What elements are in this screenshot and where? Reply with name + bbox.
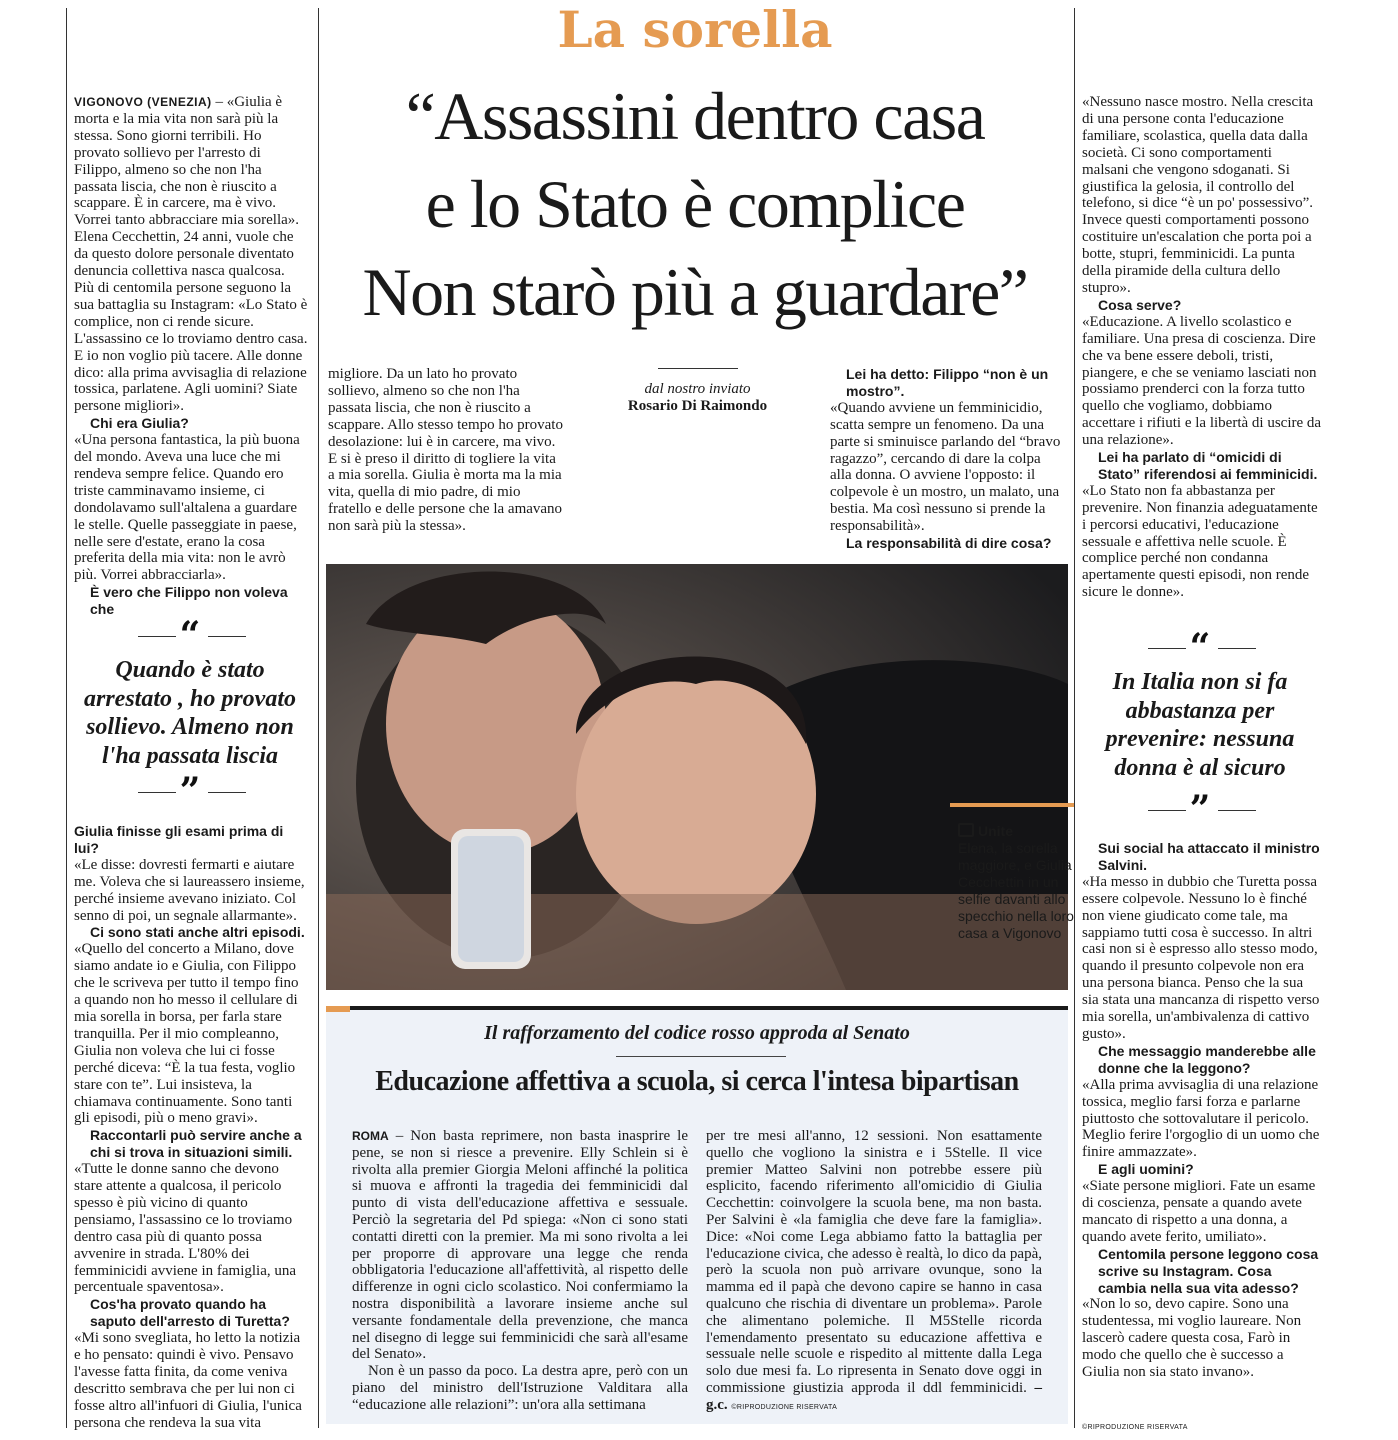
box-dateline: ROMA [352,1129,389,1143]
question: Cosa serve? [1098,296,1182,313]
pullquote-text: In Italia non si fa abbastanza per prevenire: nessuna donna è al sicuro [1105,669,1295,781]
quote-rule [1148,648,1186,649]
left-column-lower [74,823,308,1432]
column-rule-center-right [1074,8,1075,1428]
answer: «Nessuno nasce mostro. Nella crescita di una persone conta l'educazione familiare, scolastica, quella data dalla società. Ci sono comportamenti malsani che vengono sdoganati. Si giustifica la gelosia, il controllo del telefono, si dice “è un po' possessivo”. Invece questi comportamenti possono costituire un'escalation che porta poi a botte, stupri, femminicidi. La punta della piramide della cultura dello stupro». [1082,94,1314,296]
box-kicker: Il rafforzamento del codice rosso approda al Senato [484,1022,910,1044]
left-column [74,94,308,618]
question: Cos'ha provato quando ha saputo dell'arresto di Turetta? [90,1296,290,1330]
column-rule-left-center [318,8,319,1428]
box-accent [326,1006,350,1012]
answer: «Quando avviene un femminicidio, scatta sempre un fenomeno. Da una parte si sminuisce parlando del “bravo ragazzo”, cercando di dare la colpa alla donna. O avviene l'opposto: il colpevole è un mostro, un malato, una bestia. Ma così nessuno si prende la responsabilità». [830,399,1061,535]
box-column-1: ROMA – Non basta reprimere, non basta inasprire le pene, se non si riesce a prevenire. Elly Schlein si è rivolta alla premier Giorgia Meloni affinché la politica si muova e affronti la tragedia dei femminicidi dal punto di vista dell'educazione affettiva e sessuale. Perciò la segretaria del Pd spiega: «Non ci sono stati contatti diretti con la premier. Ma mi sono rivolta a lei per proporre di approvare una legge che renda obbligatoria l'educazione all'affettività, al rispetto delle differenze in ogni ciclo scolastico. Noi confermiamo la nostra disponibilità a lavorare insieme anche sul versante fondamentale della prevenzione, che manca nel disegno di legge sui femminicidi che sarà all'esame del Senato». Non è un passo da poco. La destra apre, però con un piano del ministro dell'Istruzione Valditara alla “educazione alle relazioni”: un'ora alla settimana [352,1128,688,1413]
center-column-1: migliore. Da un lato ho provato sollievo, almeno so che non l'ha passata liscia, che non è riuscito a scappare. Allo stesso tempo ho provato desolazione: lui è in carcere, ma vivo. E si è preso il diritto di togliere la vita a mia sorella. Giulia è morta ma la mia vita, quella di mio padre, di mio fratello e delle persone che la amavano non sarà più la stessa». [328,366,563,535]
question: Lei ha parlato di “omicidi di Stato” riferendosi ai femminicidi. [1098,449,1318,482]
camera-icon [958,823,974,837]
headline-line-1: “Assassini dentro casa [405,78,985,154]
article-headline [320,72,1070,336]
box-title: Educazione affettiva a scuola, si cerca l'intesa bipartisan [375,1066,1019,1097]
answer: «Tutte le donne sanno che devono stare attente a qualcosa, il pericolo spesso è più vicino di quanto pensiamo, l'assassino ce lo troviamo dentro casa più di quanto possa avvenire in strada. L'80% dei femminicidi avviene in famiglia, una percentuale spaventosa». [74,1161,297,1296]
question: Raccontarli può servire anche a chi si trova in situazioni simili. [90,1127,302,1161]
question: Lei ha detto: Filippo “non è un mostro”. [846,366,1049,399]
answer: «Quello del concerto a Milano, dove siamo andate io e Giulia, con Filippo che le scriveva per tutto il tempo fino a quando non ho messo il cellulare di mia sorella in borsa, per farla stare tranquilla. Per il mio compleanno, Giulia non voleva che lui ci fosse perché diceva: “È la tua festa, voglio stare con te”. Lui insisteva, la chiamava continuamente. Sono tanti gli episodi, più o meno gravi». [74,941,299,1127]
photo-caption [950,803,1074,942]
close-quote-icon: ” [179,770,201,812]
question: Giulia finisse gli esami prima di lui? [74,823,284,856]
right-column-lower [1082,840,1322,1381]
caption-text: Elena, la sorella maggiore, e Giulia Cecchettin in un selfie davanti allo specchio nella loro casa a Vigonovo [958,840,1074,941]
open-quote-icon: “ [1189,626,1211,668]
answer: «Educazione. A livello scolastico e familiare. Una presa di coscienza. Dire che va bene essere deboli, tristi, piangere, e che se veniamo lasciati non possiamo prenderci con la forza tutto quello che vogliamo, dobbiamo accettare i rifiuti e la libertà di uscire da una relazione». [1082,313,1322,449]
box-top-rule [326,1006,1068,1010]
sidebar-box [326,1006,1068,1424]
quote-rule [208,636,246,637]
right-column [1082,94,1322,601]
byline-author: Rosario Di Raimondo [627,398,768,414]
column-rule-left [66,8,67,1428]
answer: «Alla prima avvisaglia di una relazione tossica, meglio farsi forza e parlarne piuttosto che sottovalutare il pericolo. Meglio ferire l'orgoglio di un uomo che finire ammazzate». [1082,1076,1320,1161]
box-column-2: per tre mesi all'anno, 12 sessioni. Non esattamente quello che vogliono la sinistra e i 5Stelle. Il vice premier Matteo Salvini non potrebbe essere più esplicito, facendo riferimento all'omicidio di Giulia Cecchettin: coinvolgere la scuola bene, ma non basta. Per Salvini è «la famiglia che deve fare la famiglia». Dice: «Noi come Lega abbiamo fatto la battaglia per l'educazione civica, che adesso è realtà, lo dico da papà, però la scuola non può arrivare ovunque, sono la mamma ed il papà che devono capire se hanno in casa qualcuno che rischia di diventare un problema». Parole che alimentano polemiche. Il M5Stelle ricorda l'emendamento presentato su educazione affettiva e sessuale nelle scuole e rispedito al mittente dalla Lega solo due mesi fa. Lo ripresenta in Senato dove oggi in commissione giustizia approda il ddl femminicidi. – g.c. ©RIPRODUZIONE RISERVATA [706,1128,1042,1413]
question: E agli uomini? [1098,1161,1194,1178]
quote-rule [208,792,246,793]
answer: «Le disse: dovresti fermarti e aiutare me. Voleva che si laureassero insieme, perché insieme avevano iniziato. Col senno di poi, un segnale allarmante». [74,856,305,924]
caption-title: Unite [958,823,1074,840]
answer: «Una persona fantastica, la più buona del mondo. Aveva una luce che mi rendeva sempre felice. Quando ero triste camminavamo insieme, ci dondolavamo sull'altalena a guardare le stelle. Quelle passeggiate in paese, nelle sere d'estate, erano la cosa preferita della mia vita: non le avrò più. Vorrei abbracciarla». [74,432,300,584]
question: Chi era Giulia? [90,415,189,432]
quote-rule [138,636,176,637]
right-pullquote [1080,626,1320,830]
box-signature: – g.c. [706,1379,1042,1413]
answer: «Non lo so, devo capire. Sono una studentessa, mi voglio laureare. Non lascerò cadere questa cosa, Farò in modo che quello che è successo a Giulia non sia stato invano». [1082,1296,1302,1381]
left-para-1: VIGONOVO (VENEZIA) – «Giulia è morta e la mia vita non sarà più la stessa. Sono giorni terribili. Ho provato sollievo per l'arresto di Filippo, almeno so che non l'ha passata liscia, che non è riuscito a scappare. È in carcere, ma è vivo. Vorrei tanto abbracciare mia sorella». Elena Cecchettin, 24 anni, vuole che da questo dolore personale diventato denuncia collettiva nasca qualcosa. Più di centomila persone seguono la sua battaglia su Instagram: «Lo Stato è complice, non ci rende sicure. L'assassino ce lo troviamo dentro casa. E io non voglio più tacere. Alle donne dico: alla prima avvisaglia di relazione tossica, parlatene. Agli uomini? Siate persone migliori». [74,94,308,415]
question: È vero che Filippo non voleva che [90,584,288,618]
byline-role: dal nostro inviato [644,381,751,397]
right-copyright: ©RIPRODUZIONE RISERVATA [1082,1424,1188,1431]
left-pullquote [70,614,310,812]
box-paragraph: Non è un passo da poco. La destra apre, però con un piano del ministro dell'Istruzione Valditara alla “educazione alle relazioni”: un'ora alla settimana [352,1363,688,1413]
dateline: VIGONOVO (VENEZIA) [74,95,212,109]
answer: «Lo Stato non fa abbastanza per prevenire. Non finanzia adeguatamente i percorsi educativi, l'educazione sessuale e affettiva nelle scuole. È complice perché non condanna apertamente questi episodi, non rende sicure le donne». [1082,482,1318,601]
question: Ci sono stati anche altri episodi. [90,924,305,941]
quote-rule [138,792,176,793]
question: Centomila persone leggono cosa scrive su Instagram. Cosa cambia nella sua vita adesso? [1098,1245,1319,1296]
byline [605,366,790,415]
box-copyright: ©RIPRODUZIONE RISERVATA [731,1403,838,1411]
box-kicker-rule [616,1056,786,1057]
answer: «Ha messo in dubbio che Turetta possa essere colpevole. Nessuno lo è finché non viene giudicato come tale, ma sappiamo tutti cosa è successo. In altri casi non si è espresso allo stesso modo, quando il presunto colpevole non era una persona bianca. Penso che la sua sia stata una mancanza di rispetto verso mia sorella, un'ambivalenza di cattivo gusto». [1082,873,1320,1042]
center-column-2 [830,366,1066,552]
quote-rule [1218,648,1256,649]
headline-line-3: Non starò più a guardare” [362,254,1028,330]
question: Che messaggio manderebbe alle donne che la leggono? [1098,1042,1316,1076]
quote-rule [1148,810,1186,811]
answer: «Mi sono svegliata, ho letto la notizia e ho pensato: quindi è vivo. Pensavo l'avesse fatta finita, da come veniva descritto sembrava che per lui non ci fosse altro all'infuori di Giulia, l'unica persona che rendeva la sua vita [74,1330,302,1431]
question: La responsabilità di dire cosa? [846,535,1052,552]
open-quote-icon: “ [179,614,201,656]
article-kicker: La sorella [557,0,833,59]
close-quote-icon: ” [1189,788,1211,830]
question: Sui social ha attaccato il ministro Salvini. [1098,840,1320,873]
answer: «Siate persone migliori. Fate un esame di coscienza, pensate a quando avete mancato di rispetto a una donna, a quando avete ferito, umiliato». [1082,1178,1316,1245]
pullquote-text: Quando è stato arrestato , ho provato sollievo. Almeno non l'ha passata liscia [83,657,296,769]
quote-rule [1218,810,1256,811]
headline-line-2: e lo Stato è complice [425,166,965,242]
byline-rule [658,368,738,369]
